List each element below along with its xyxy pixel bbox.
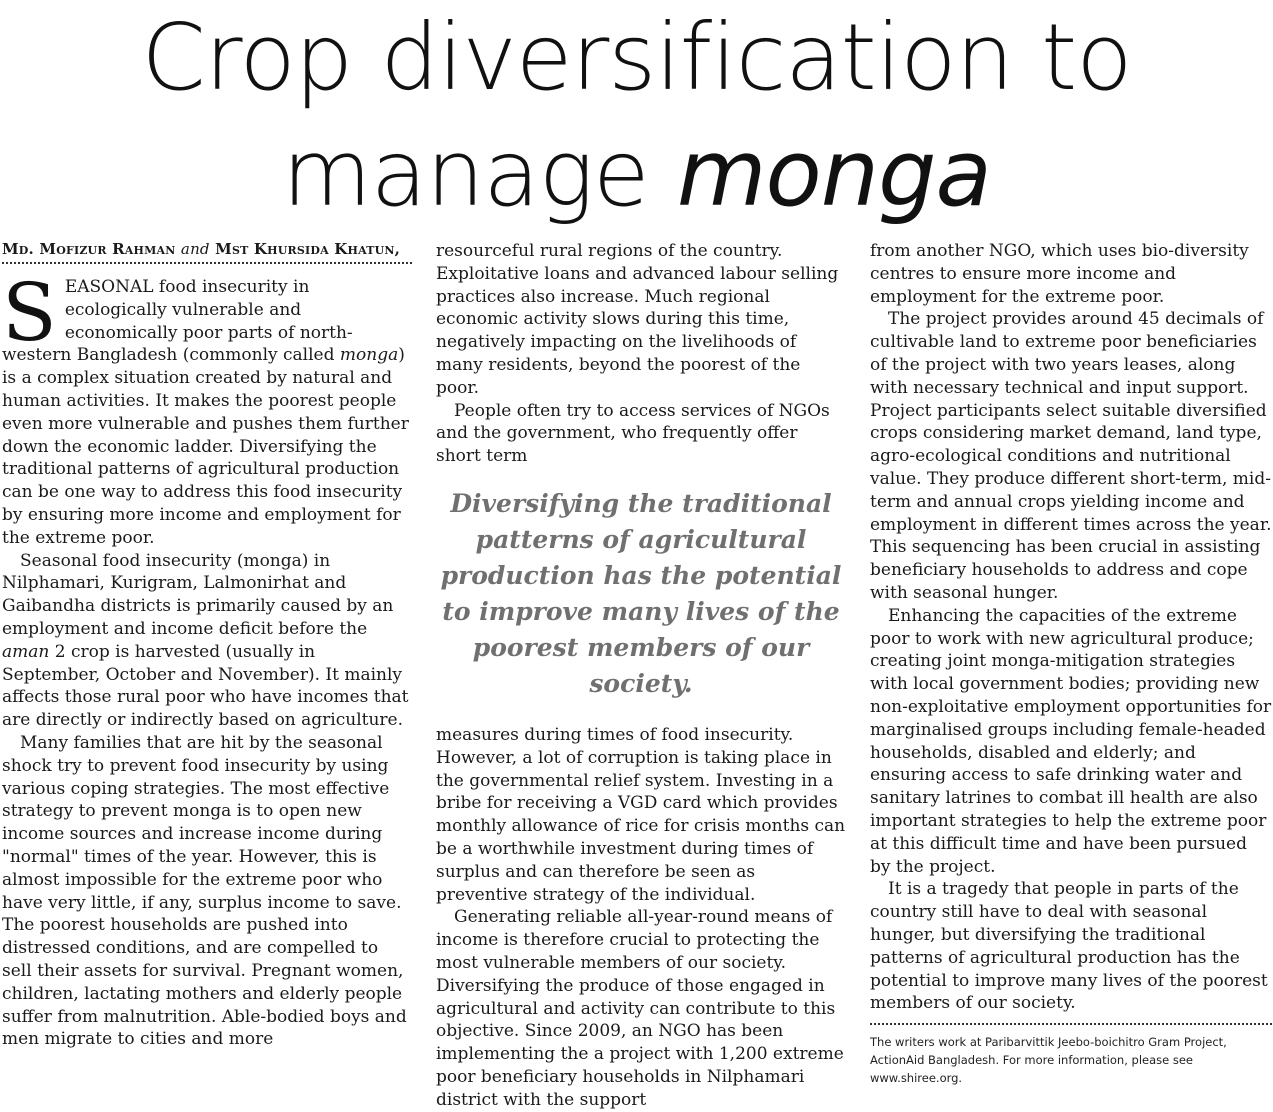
- column-1: [2, 240, 412, 1051]
- byline-author-2: Mst Khursida Khatun,: [215, 240, 401, 258]
- column-3: [870, 240, 1272, 1087]
- headline-line-2: [0, 116, 1273, 232]
- headline-plain-part: manage: [282, 120, 677, 227]
- paragraph-11: It is a tragedy that people in parts of the country still have to deal with seasonal hunger, but diversifying the traditional patterns of agricultural production has the potential to improve many lives of the poorest members of our society.: [870, 879, 1268, 1014]
- paragraph-2-text-b: 2 crop is harvested (usually in September, October and November). It mainly affects those rural poor who have incomes that are directly or indirectly based on agriculture.: [2, 641, 409, 731]
- paragraph-1-italic: monga: [339, 345, 399, 366]
- paragraph-8: from another NGO, which uses bio-diversity centres to ensure more income and employment for the extreme poor.: [870, 241, 1249, 307]
- drop-cap: S: [2, 266, 57, 359]
- paragraph-5: People often try to access services of NGOs and the government, who frequently offer short term: [436, 400, 830, 467]
- paragraph-6: measures during times of food insecurity. However, a lot of corruption is taking place in the governmental relief system. Investing in a bribe for receiving a VGD card which provides monthly allowance of rice for crisis months can be a worthwhile investment during times of surplus and can therefore be seen as preventive strategy of the individual.: [436, 724, 846, 905]
- headline: [0, 0, 1273, 232]
- paragraph-2-italic: aman: [2, 641, 50, 662]
- paragraph-1: [2, 266, 412, 550]
- paragraph-10: Enhancing the capacities of the extreme poor to work with new agricultural produce; creating joint monga-mitigation strategies with local government bodies; providing new non-exploitative employment opportunities for marginalised groups including female-headed households, disabled and elderly; and ensuring access to safe drinking water and sanitary latrines to combat ill health are also important strategies to help the extreme poor at this difficult time and have been pursued by the project.: [870, 605, 1272, 877]
- paragraph-1-text-b: ) is a complex situation created by natural and human activities. It makes the poorest people even more vulnerable and pushes them further down the economic ladder. Diversifying the traditional patterns of agricultural production can be one way to address this food insecurity by ensuring more income and employment for the extreme poor.: [2, 345, 409, 548]
- author-note: The writers work at Paribarvittik Jeebo-boichitro Gram Project, ActionAid Bangladesh. For more information, please see www.shiree.org.: [870, 1035, 1227, 1086]
- paragraph-9: The project provides around 45 decimals of cultivable land to extreme poor beneficiaries of the project with two years leases, along with necessary technical and input support. Project participants select suitable diversified crops considering market demand, land type, agro-ecological conditions and nutritional value. They produce different short-term, mid-term and annual crops yielding income and employment in different times across the year. This sequencing has been crucial in assisting beneficiary households to address and cope with seasonal hunger.: [870, 309, 1272, 603]
- pull-quote: Diversifying the traditional patterns of agricultural production has the potential to improve many lives of the poorest members of our society.: [440, 488, 842, 698]
- author-note-divider: [870, 1023, 1272, 1087]
- paragraph-1-lead: EASONAL: [64, 277, 154, 297]
- paragraph-2: [2, 550, 412, 732]
- paragraph-2-text-a: Seasonal food insecurity (monga) in Nilphamari, Kurigram, Lalmonirhat and Gaibandha districts is primarily caused by an employment and income deficit before the: [2, 550, 394, 639]
- paragraph-4: resourceful rural regions of the country. Exploitative loans and advanced labour selling practices also increase. Much regional economic activity slows during this time, negatively impacting on the livelihoods of many residents, beyond the poorest of the poor.: [436, 241, 839, 398]
- column-2: [436, 240, 846, 1112]
- paragraph-7: Generating reliable all-year-round means of income is therefore crucial to protecting the most vulnerable members of our society. Diversifying the produce of those engaged in agricultural and activity can contribute to this objective. Since 2009, an NGO has been implementing the a project with 1,200 extreme poor beneficiary households in Nilphamari district with the support: [436, 907, 844, 1110]
- byline-author-1: Md. Mofizur Rahman: [2, 240, 176, 258]
- byline: [2, 240, 412, 264]
- byline-conjunction: and: [180, 240, 210, 258]
- headline-italic-part: monga: [676, 120, 991, 227]
- headline-line-1: Crop diversification to: [141, 4, 1132, 111]
- paragraph-3: Many families that are hit by the seasonal shock try to prevent food insecurity by using various coping strategies. The most effective strategy to prevent monga is to open new income sources and increase income during "normal" times of the year. However, this is almost impossible for the extreme poor who have very little, if any, surplus income to save. The poorest households are pushed into distressed conditions, and are compelled to sell their assets for survival. Pregnant women, children, lactating mothers and elderly people suffer from malnutrition. Able-bodied boys and men migrate to cities and more: [2, 732, 407, 1050]
- paragraph-1-text-a: food insecurity in ecologically vulnerable and economically poor parts of north-western Bangladesh (commonly called: [2, 277, 353, 366]
